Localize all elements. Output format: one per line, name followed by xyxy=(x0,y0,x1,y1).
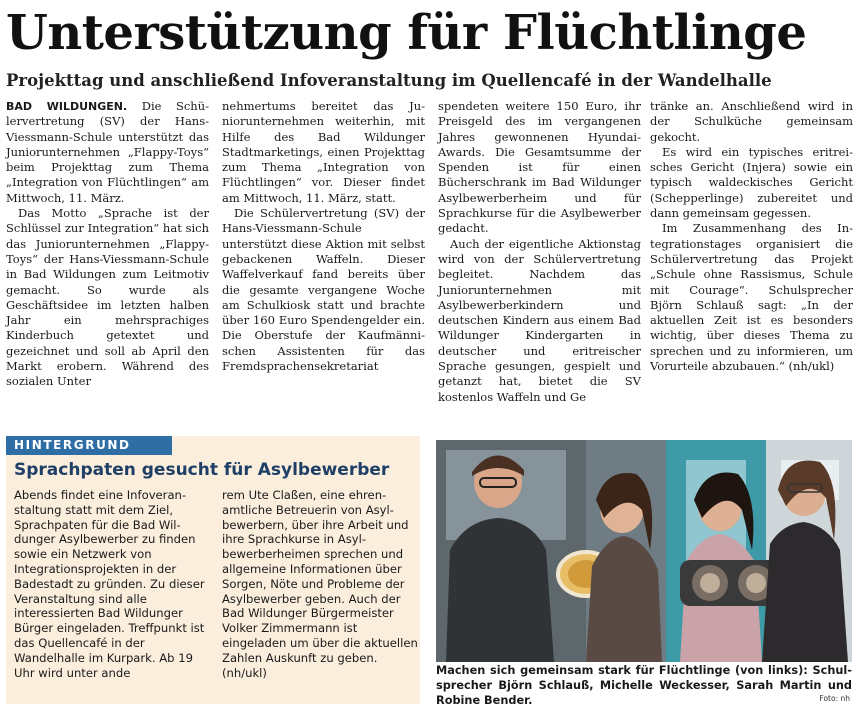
section-tag: HINTERGRUND xyxy=(6,436,172,455)
photo-credit: Foto: nh xyxy=(819,694,850,703)
box-column-2 xyxy=(222,488,418,680)
paragraph: Die Schülervertretung (SV) der Hans-Viessmann-Schule unterstützt diese Aktion mit selbst gebackenen Waffeln. Dieser Waffelverkauf fand bereits über die gesamte vergangene Woche am Schulkiosk statt und brachte über 160 Euro Spendengelder ein. Die Oberstufe der Kaufmännischen Assistenten für das Fremdsprachensekretariat xyxy=(222,206,425,374)
paragraph: nehmertums bereitet das Juniorunternehmen weiterhin, mit Hilfe des Bad Wildunger Stadtmarketings, einen Projekttag zum Thema „Integration von Flüchtlingen“ vor. Dieser findet am Mittwoch, 11. März, statt. xyxy=(222,99,425,205)
paragraph: tränke an. Anschließend wird in der Schulküche gemeinsam gekocht. xyxy=(650,99,853,144)
article-column-2 xyxy=(222,99,425,374)
paragraph: Auch der eigentliche Aktionstag wird von der Schülervertretung begleitet. Nachdem das Juniorunternehmen mit Asylbewerberkindern und deutschen Kindern aus einem Bad Wildunger Kindergarten in deutscher und eritreischer Sprache gesungen, gespielt und getanzt hat, bietet die SV kostenlos Waffeln und Ge xyxy=(438,236,641,404)
paragraph: rem Ute Claßen, eine ehrenamtliche Betreuerin von Asylbewerbern, über ihre Arbeit und ihre Sprachkurse in Asylbewerberheimen sprechen und allgemeine Informationen über Sorgen, Nöte und Probleme der Asylbewerber geben. Auch der Bad Wildunger Bürgermeister Volker Zimmermann ist eingeladen um über die aktuellen Zahlen Auskunft zu geben. (nh/ukl) xyxy=(222,488,418,680)
background-info-box xyxy=(6,436,420,704)
article-column-4 xyxy=(650,99,853,374)
photo-caption: Machen sich gemeinsam stark für Flüchtlinge (von links): Schulsprecher Björn Schlauß, Michelle Weckesser, Sarah Martin und Robine Bender. xyxy=(436,664,852,707)
paragraph: Im Zusammenhang des Integrationstages organisiert die Schülervertretung das Projekt „Schule ohne Rassismus, Schule mit Courage“. Schulsprecher Björn Schlauß sagt: „In der aktuellen Zeit ist es besonders wichtig, über dieses Thema zu sprechen und zu informieren, um Vorurteile abzubauen.“ (nh/ukl) xyxy=(650,221,853,374)
paragraph-text: Die Schülervertretung (SV) der Hans-Viessmann-Schule unterstützt das Juniorunternehmen „Flappy-Toys“ beim Projekttag zum Thema „Integration von Flüchtlingen“ am Mittwoch, 11. März. xyxy=(6,99,209,205)
article-column-1 xyxy=(6,99,209,390)
article-column-3 xyxy=(438,99,641,405)
paragraph xyxy=(6,99,209,206)
dateline: BAD WILDUNGEN. xyxy=(6,100,128,113)
box-title: Sprachpaten gesucht für Asylbewerber xyxy=(14,460,390,480)
box-column-1 xyxy=(14,488,210,680)
headline: Unterstützung für Flüchtlinge xyxy=(6,5,807,61)
group-photo xyxy=(436,440,852,662)
paragraph: spendeten weitere 150 Euro, ihr Preisgeld des im vergangenen Jahres gewonnenen Hyundai-Awards. Die Gesamtsumme der Spenden ist für einen Bücherschrank im Bad Wildunger Asylbewerberheim und für Sprachkurse für die Asylbewerber gedacht. xyxy=(438,99,641,236)
photo-illustration xyxy=(436,440,852,662)
paragraph: Es wird ein typisches eritreisches Gericht (Injera) sowie ein typisch waldeckisches Gericht (Schepperlinge) zubereitet und dann gemeinsam gegessen. xyxy=(650,144,853,221)
subheadline: Projekttag und anschließend Infoveranstaltung im Quellencafé in der Wandelhalle xyxy=(6,71,772,90)
paragraph: Abends findet eine Infoveranstaltung statt mit dem Ziel, Sprachpaten für die Bad Wildunger Asylbewerber zu finden sowie ein Netzwerk von Integrationsprojekten in der Badestadt zu gründen. Zu dieser Veranstaltung sind alle interessierten Bad Wildunger Bürger eingeladen. Treffpunkt ist das Quellencafé in der Wandelhalle im Kurpark. Ab 19 Uhr wird unter ande xyxy=(14,488,205,680)
paragraph: Das Motto „Sprache ist der Schlüssel zur Integration“ hat sich das Juniorunternehmen „Flappy-Toys“ der Hans-Viessmann-Schule in Bad Wildungen zum Leitmotiv gemacht. So wurde als Geschäftsidee im letzten halben Jahr ein mehrsprachiges Kinderbuch getextet und gezeichnet und soll ab April den Markt erobern. Während des sozialen Unter xyxy=(6,206,209,389)
